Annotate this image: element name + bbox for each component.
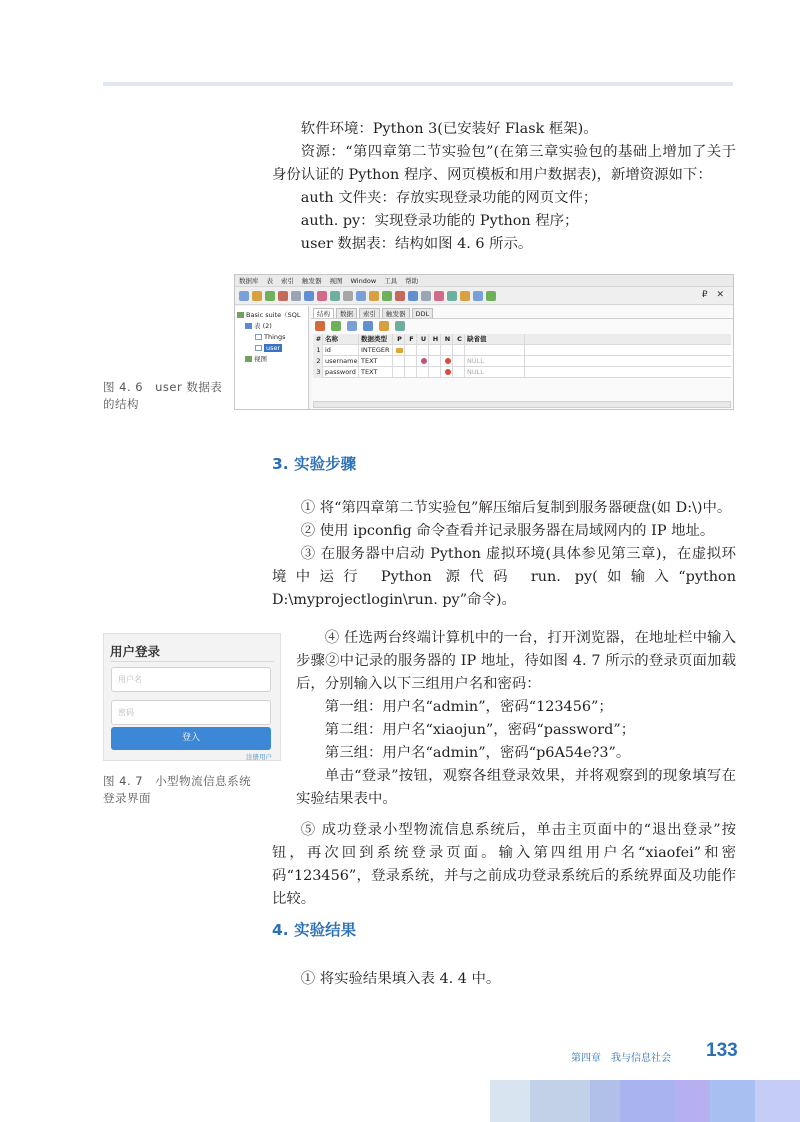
not-null-icon [445, 358, 451, 364]
toolbar-icon [473, 291, 483, 301]
group-2-text: 第二组：用户名“xiaojun”，密码“password”； [324, 722, 636, 738]
step-5-block [272, 819, 736, 911]
step-1-text: ① 将“第四章第二节实验包”解压缩后复制到服务器硬盘(如 D:\)中。 [300, 500, 732, 516]
footer-color-stripe [530, 1080, 590, 1122]
figure-4-7-caption: 图 4. 7 小型物流信息系统登录界面 [103, 774, 252, 805]
divider [110, 661, 274, 662]
user-table-text: user 数据表：结构如图 4. 6 所示。 [300, 236, 533, 252]
tab-ddl: DDL [412, 308, 434, 318]
window-controls: ₽ ✕ [701, 290, 727, 300]
tab-structure: 结构 [313, 308, 334, 318]
section-3-title: 3. 实验步骤 [272, 455, 357, 473]
toolbar-icon [291, 291, 301, 301]
db-structure-panel [311, 306, 733, 410]
footer-color-bar [490, 1080, 800, 1122]
toolbar-icon [408, 291, 418, 301]
toolbar-icon [486, 291, 496, 301]
structure-grid [313, 334, 731, 378]
toolbar-icon [343, 291, 353, 301]
footer-color-stripe [675, 1080, 710, 1122]
database-icon [237, 312, 244, 318]
toolbar-icon [395, 321, 405, 331]
toolbar-icon [317, 291, 327, 301]
section-4-title: 4. 实验结果 [272, 921, 357, 939]
figure-4-6-caption: 图 4. 6 user 数据表的结构 [103, 380, 223, 411]
group-1-text: 第一组：用户名“admin”，密码“123456”； [324, 699, 613, 715]
resources-text: 资源：“第四章第二节实验包”(在第三章实验包的基础上增加了关于身份认证的 Python 程序、网页模板和用户数据表)，新增资源如下： [272, 144, 736, 183]
menu-item-view: 视图 [329, 277, 343, 285]
toolbar-icon [356, 291, 366, 301]
tree-item-things: Things [237, 331, 306, 342]
username-field: 用户名 [111, 667, 271, 692]
step-2-text: ② 使用 ipconfig 命令查看并记录服务器在局域网内的 IP 地址。 [300, 523, 715, 539]
menu-item-database: 数据库 [239, 277, 259, 285]
table-row: 2 username TEXT NULL [313, 356, 731, 367]
login-button: 登入 [111, 727, 271, 750]
tab-data: 数据 [336, 308, 357, 318]
toolbar-icon [239, 291, 249, 301]
auth-py-text: auth. py：实现登录功能的 Python 程序； [300, 213, 579, 229]
step-3-text: ③ 在服务器中启动 Python 虚拟环境(具体参见第三章)，在虚拟环境中运行 Python 源代码 run. py(如输入“python D:\myprojectlogin\run. py”命令)。 [272, 546, 736, 608]
toolbar-icon [363, 321, 373, 331]
db-tree-panel [235, 306, 309, 410]
menu-item-trigger: 触发器 [302, 277, 322, 285]
tree-item-user: user [237, 342, 306, 353]
toolbar-icon [421, 291, 431, 301]
footer-color-stripe [490, 1080, 530, 1122]
menu-item-window: Window [350, 276, 377, 285]
toolbar-icon [252, 291, 262, 301]
login-title: 用户登录 [110, 644, 161, 659]
toolbar-icon [382, 291, 392, 301]
toolbar-icon [347, 321, 357, 331]
step-5-text: ⑤ 成功登录小型物流信息系统后，单击主页面中的“退出登录”按钮，再次回到系统登录页面。输入第四组用户名“xiaofei”和密码“123456”，登录系统，并与之前成功登录系统后的系统界面及功能作比较。 [272, 822, 736, 907]
footer-chapter-title: 第四章 我与信息社会 [571, 1053, 671, 1064]
toolbar-icon [369, 291, 379, 301]
toolbar-icon [315, 321, 325, 331]
result-block [272, 968, 736, 991]
toolbar-icon [395, 291, 405, 301]
menu-item-help: 帮助 [405, 277, 419, 285]
environment-block [272, 118, 736, 256]
horizontal-scrollbar [313, 401, 731, 408]
auth-folder-text: auth 文件夹：存放实现登录功能的网页文件； [300, 190, 598, 206]
table-icon [255, 345, 262, 351]
toolbar-icon [278, 291, 288, 301]
db-toolbar [235, 287, 733, 305]
result-step-1-text: ① 将实验结果填入表 4. 4 中。 [300, 971, 501, 987]
software-env-text: 软件环境：Python 3(已安装好 Flask 框架)。 [300, 121, 598, 137]
tree-views-node: 视图 [237, 353, 306, 364]
table-icon [255, 334, 262, 340]
toolbar-icon [447, 291, 457, 301]
tree-tables-node: 表 (2) [237, 320, 306, 331]
menu-item-table: 表 [266, 277, 273, 285]
toolbar-icon [304, 291, 314, 301]
not-null-icon [445, 369, 451, 375]
toolbar-icon [434, 291, 444, 301]
footer-color-stripe [755, 1080, 800, 1122]
db-tool-screenshot [234, 274, 734, 410]
toolbar-icon [331, 321, 341, 331]
table-folder-icon [245, 323, 252, 329]
step-4-block [296, 627, 736, 811]
footer-color-stripe [620, 1080, 675, 1122]
primary-key-icon [396, 348, 403, 353]
login-screenshot [103, 633, 281, 761]
steps-block [272, 497, 736, 612]
step-4-text: ④ 任选两台终端计算机中的一台，打开浏览器，在地址栏中输入步骤②中记录的服务器的 IP 地址，待如图 4. 7 所示的登录页面加载后，分别输入以下三组用户名和密码： [296, 630, 736, 692]
table-row: 1 id INTEGER [313, 345, 731, 356]
page-number: 133 [706, 1040, 738, 1061]
toolbar-icon [460, 291, 470, 301]
toolbar-icon [265, 291, 275, 301]
table-row: 3 password TEXT NULL [313, 367, 731, 378]
tree-root: Basic suite（SQL [237, 309, 306, 320]
footer-color-stripe [710, 1080, 755, 1122]
db-menu-bar [235, 275, 733, 287]
register-link: 注册用户 [246, 753, 272, 761]
top-rule [103, 82, 733, 86]
menu-item-index: 索引 [281, 277, 294, 285]
db-structure-toolbar [311, 318, 733, 332]
group-3-text: 第三组：用户名“admin”，密码“p6A54e?3”。 [324, 745, 631, 761]
grid-header-row: # 名称 数据类型 P F U H N C 缺省值 [313, 334, 731, 345]
menu-item-tools: 工具 [384, 277, 398, 285]
toolbar-icon [379, 321, 389, 331]
view-folder-icon [245, 356, 252, 362]
tab-trigger: 触发器 [382, 308, 410, 318]
unique-icon [421, 358, 427, 364]
click-login-text: 单击“登录”按钮，观察各组登录效果，并将观察到的现象填写在实验结果表中。 [296, 768, 736, 807]
db-tabs [311, 306, 733, 318]
password-field: 密码 [111, 700, 271, 725]
footer-color-stripe [590, 1080, 620, 1122]
tab-index: 索引 [359, 308, 380, 318]
toolbar-icon [330, 291, 340, 301]
